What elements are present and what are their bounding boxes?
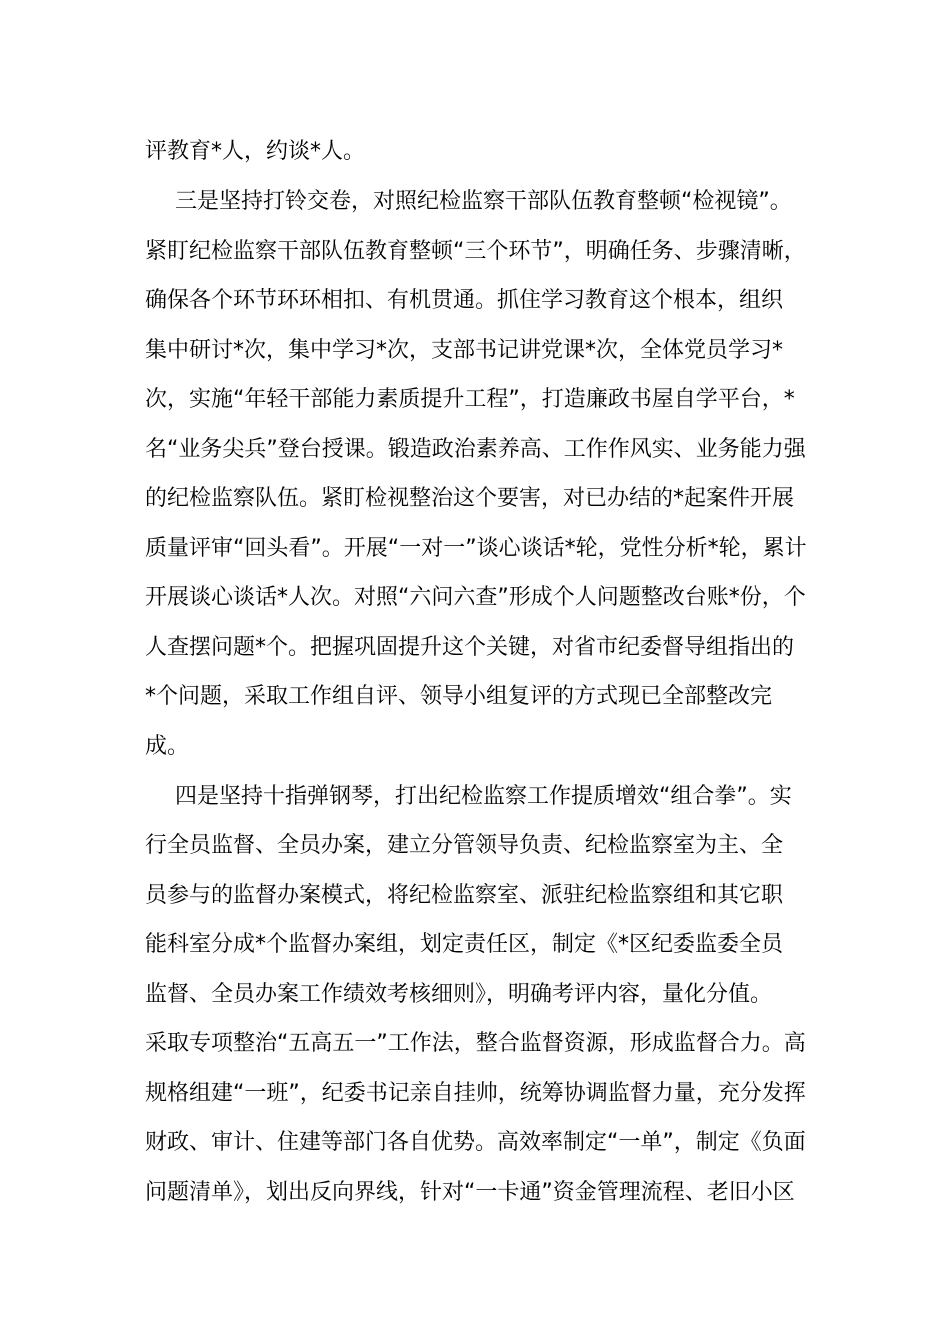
text-line-9: 质量评审“回头看”。开展“一对一”谈心谈话*轮，党性分析*轮，累计 [145,536,807,561]
text-line-22: 问题清单》，划出反向界线，针对“一卡通”资金管理流程、老旧小区 [145,1180,795,1205]
text-line-20: 规格组建“一班”，纪委书记亲自挂帅，统筹协调监督力量，充分发挥 [145,1081,806,1106]
text-line-17: 能科室分成*个监督办案组，划定责任区，制定《*区纪委监委全员 [145,932,784,957]
text-line-7: 名“业务尖兵”登台授课。锻造政治素养高、工作作风实、业务能力强 [145,437,806,462]
text-line-3: 紧盯纪检监察干部队伍教育整顿“三个环节”，明确任务、步骤清晰， [145,239,806,264]
text-line-15: 行全员监督、全员办案，建立分管领导负责、纪检监察室为主、全 [145,833,784,858]
text-line-11: 人查摆问题*个。把握巩固提升这个关键，对省市纪委督导组指出的 [145,635,795,660]
text-line-1: 评教育*人，约谈*人。 [145,139,366,164]
text-line-6: 次，实施“年轻干部能力素质提升工程”，打造廉政书屋自学平台，* [145,387,795,412]
text-line-13: 成。 [145,734,190,759]
text-line-21: 财政、审计、住建等部门各自优势。高效率制定“一单”，制定《负面 [145,1130,806,1155]
paragraph-3-start: 三是坚持打铃交卷，对照纪检监察干部队伍教育整顿“检视镜”。 [175,189,792,214]
paragraph-4-start: 四是坚持十指弹钢琴，打出纪检监察工作提质增效“组合拳”。实 [175,784,792,809]
text-line-18: 监督、全员办案工作绩效考核细则》，明确考评内容，量化分值。 [145,982,773,1007]
text-line-19: 采取专项整治“五高五一”工作法，整合监督资源，形成监督合力。高 [145,1031,806,1056]
text-line-5: 集中研讨*次，集中学习*次，支部书记讲党课*次，全体党员学习* [145,338,784,363]
text-line-8: 的纪检监察队伍。紧盯检视整治这个要害，对已办结的*起案件开展 [145,486,795,511]
text-line-10: 开展谈心谈话*人次。对照“六问六查”形成个人问题整改台账*份，个 [145,585,806,610]
text-line-12: *个问题，采取工作组自评、领导小组复评的方式现已全部整改完 [145,684,773,709]
text-line-16: 员参与的监督办案模式，将纪检监察室、派驻纪检监察组和其它职 [145,883,784,908]
text-line-4: 确保各个环节环环相扣、有机贯通。抓住学习教育这个根本，组织 [145,288,784,313]
